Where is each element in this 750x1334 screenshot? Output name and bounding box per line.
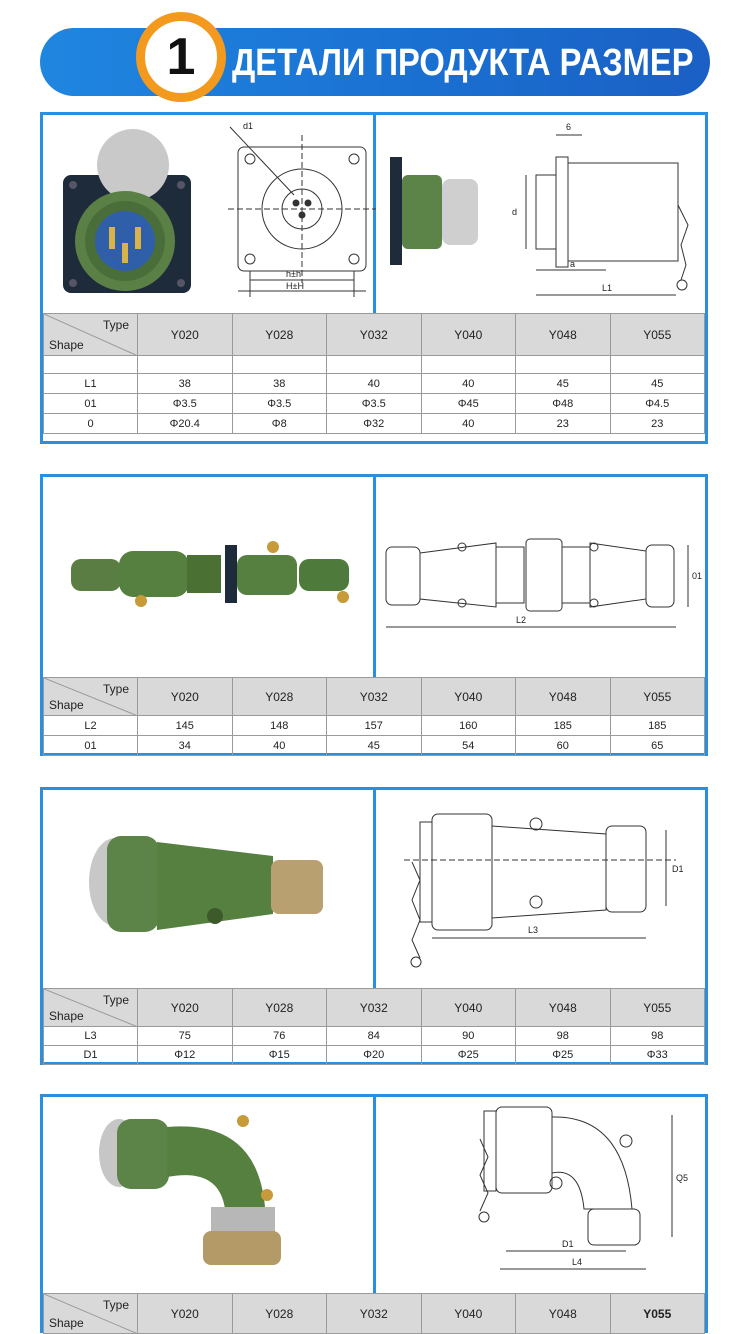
table-cell: Φ3.5 — [138, 394, 233, 414]
inline-connector-drawing — [376, 477, 708, 677]
table-row — [44, 374, 705, 394]
table-header-row — [44, 678, 705, 716]
table-cell: Φ8 — [232, 414, 327, 434]
shape-label: Shape — [49, 698, 84, 712]
shape-label: Shape — [49, 1009, 84, 1023]
dim-label-L4: L4 — [572, 1257, 583, 1267]
spec-table-1 — [43, 313, 705, 434]
table-header-row — [44, 1294, 705, 1334]
table-cell: 40 — [421, 374, 516, 394]
dim-label-d1: d1 — [243, 121, 254, 131]
type-header: Y055 — [610, 678, 705, 716]
table-cell — [327, 356, 422, 374]
spec-table-2 — [43, 677, 705, 756]
product-photo-panel-3 — [43, 790, 376, 988]
table-cell: 23 — [610, 414, 705, 434]
table-cell: 34 — [138, 736, 233, 756]
table-cell: 54 — [421, 736, 516, 756]
dim-label-L1: L1 — [602, 283, 613, 293]
table-cell: 23 — [516, 414, 611, 434]
table-cell: 40 — [232, 736, 327, 756]
table-cell: Φ12 — [138, 1046, 233, 1065]
dim-label-D: 01 — [692, 571, 703, 581]
straight-plug-photo — [43, 790, 373, 988]
table-cell: Φ4.5 — [610, 394, 705, 414]
type-header: Y032 — [327, 989, 422, 1027]
dim-label-D1: D1 — [672, 864, 684, 874]
table-row — [44, 716, 705, 736]
table-cell: Φ32 — [327, 414, 422, 434]
side-view-panel-3 — [376, 790, 708, 988]
shape-type-corner — [44, 1294, 138, 1334]
row-label: L1 — [44, 374, 138, 394]
table-cell: 38 — [232, 374, 327, 394]
table-cell: 185 — [610, 716, 705, 736]
type-header: Y028 — [232, 678, 327, 716]
row-label: L3 — [44, 1027, 138, 1046]
type-header: Y048 — [516, 1294, 611, 1334]
table-row — [44, 356, 705, 374]
straight-plug-drawing — [376, 790, 708, 988]
table-cell: 84 — [327, 1027, 422, 1046]
table-row — [44, 414, 705, 434]
dim-label-d: d — [512, 207, 518, 217]
table-cell: 76 — [232, 1027, 327, 1046]
type-header: Y040 — [421, 1294, 516, 1334]
table-cell: 98 — [516, 1027, 611, 1046]
shape-type-corner — [44, 989, 138, 1027]
table-cell: Φ15 — [232, 1046, 327, 1065]
table-row — [44, 736, 705, 756]
type-header: Y020 — [138, 678, 233, 716]
table-cell: 45 — [516, 374, 611, 394]
receptacle-side-drawing — [376, 115, 708, 313]
dim-label-Q5: Q5 — [676, 1173, 689, 1183]
table-cell: 38 — [138, 374, 233, 394]
step-number-badge: 1 — [136, 12, 226, 102]
dim-label-L2: L2 — [516, 615, 527, 625]
table-row — [44, 394, 705, 414]
type-header: Y040 — [421, 989, 516, 1027]
table-cell: 148 — [232, 716, 327, 736]
table-row — [44, 1027, 705, 1046]
section-inline-connector — [40, 474, 708, 756]
dim-label-L3: L3 — [528, 925, 539, 935]
right-angle-plug-drawing — [376, 1097, 708, 1293]
table-cell — [610, 356, 705, 374]
table-header-row — [44, 989, 705, 1027]
type-header: Y028 — [232, 989, 327, 1027]
table-cell — [232, 356, 327, 374]
side-view-panel-4 — [376, 1097, 708, 1293]
table-cell: 75 — [138, 1027, 233, 1046]
product-photo-panel-4 — [43, 1097, 376, 1293]
table-cell — [516, 356, 611, 374]
dim-label-b: 6 — [566, 122, 572, 132]
type-header: Y040 — [421, 314, 516, 356]
page-title: ДЕТАЛИ ПРОДУКТА РАЗМЕР — [232, 42, 694, 84]
table-cell: 185 — [516, 716, 611, 736]
table-cell: Φ20 — [327, 1046, 422, 1065]
table-cell: Φ25 — [516, 1046, 611, 1065]
receptacle-front-drawing — [43, 115, 376, 313]
inline-connector-photo — [43, 477, 373, 677]
type-header: Y048 — [516, 678, 611, 716]
dim-label-HH: H±H — [286, 281, 304, 291]
dim-label-a: a — [570, 259, 576, 269]
table-cell: 145 — [138, 716, 233, 736]
table-cell: Φ25 — [421, 1046, 516, 1065]
type-header: Y055 — [610, 314, 705, 356]
dim-label-D1: D1 — [562, 1239, 574, 1249]
table-cell: Φ48 — [516, 394, 611, 414]
type-header: Y028 — [232, 1294, 327, 1334]
table-cell: Φ3.5 — [327, 394, 422, 414]
table-cell: 98 — [610, 1027, 705, 1046]
type-label: Type — [102, 318, 129, 332]
row-label: 0 — [44, 414, 138, 434]
product-photo-panel-2 — [43, 477, 376, 677]
spec-table-3 — [43, 988, 705, 1065]
type-header: Y032 — [327, 1294, 422, 1334]
type-header: Y020 — [138, 989, 233, 1027]
table-cell: Φ33 — [610, 1046, 705, 1065]
row-label: 01 — [44, 394, 138, 414]
shape-type-corner — [44, 314, 138, 356]
type-header: Y048 — [516, 989, 611, 1027]
type-header: Y028 — [232, 314, 327, 356]
table-cell — [138, 356, 233, 374]
type-label: Type — [102, 682, 129, 696]
row-label — [44, 356, 138, 374]
table-cell: 45 — [327, 736, 422, 756]
type-header: Y055 — [610, 989, 705, 1027]
table-cell: 45 — [610, 374, 705, 394]
table-cell: 90 — [421, 1027, 516, 1046]
right-angle-plug-photo — [43, 1097, 373, 1293]
table-cell: 160 — [421, 716, 516, 736]
table-row — [44, 1046, 705, 1065]
table-header-row — [44, 314, 705, 356]
type-header: Y020 — [138, 314, 233, 356]
table-cell: Φ20.4 — [138, 414, 233, 434]
side-view-panel-1 — [376, 115, 708, 313]
type-label: Type — [102, 1298, 129, 1312]
row-label: D1 — [44, 1046, 138, 1065]
type-header: Y020 — [138, 1294, 233, 1334]
table-cell: 40 — [421, 414, 516, 434]
row-label: 01 — [44, 736, 138, 756]
type-header: Y040 — [421, 678, 516, 716]
spec-table-4 — [43, 1293, 705, 1334]
shape-label: Shape — [49, 1316, 84, 1330]
type-label: Type — [102, 993, 129, 1007]
type-header: Y032 — [327, 314, 422, 356]
section-right-angle-plug — [40, 1094, 708, 1333]
shape-type-corner — [44, 678, 138, 716]
table-cell: 60 — [516, 736, 611, 756]
table-cell: 65 — [610, 736, 705, 756]
dim-label-hh: h±h — [286, 269, 301, 279]
section-panel-receptacle — [40, 112, 708, 444]
row-label: L2 — [44, 716, 138, 736]
table-cell: Φ3.5 — [232, 394, 327, 414]
side-view-panel-2 — [376, 477, 708, 677]
table-cell: 157 — [327, 716, 422, 736]
section-straight-plug — [40, 787, 708, 1065]
type-header: Y032 — [327, 678, 422, 716]
shape-label: Shape — [49, 338, 84, 352]
table-cell — [421, 356, 516, 374]
table-cell: 40 — [327, 374, 422, 394]
type-header: Y055 — [610, 1294, 705, 1334]
type-header: Y048 — [516, 314, 611, 356]
table-cell: Φ45 — [421, 394, 516, 414]
